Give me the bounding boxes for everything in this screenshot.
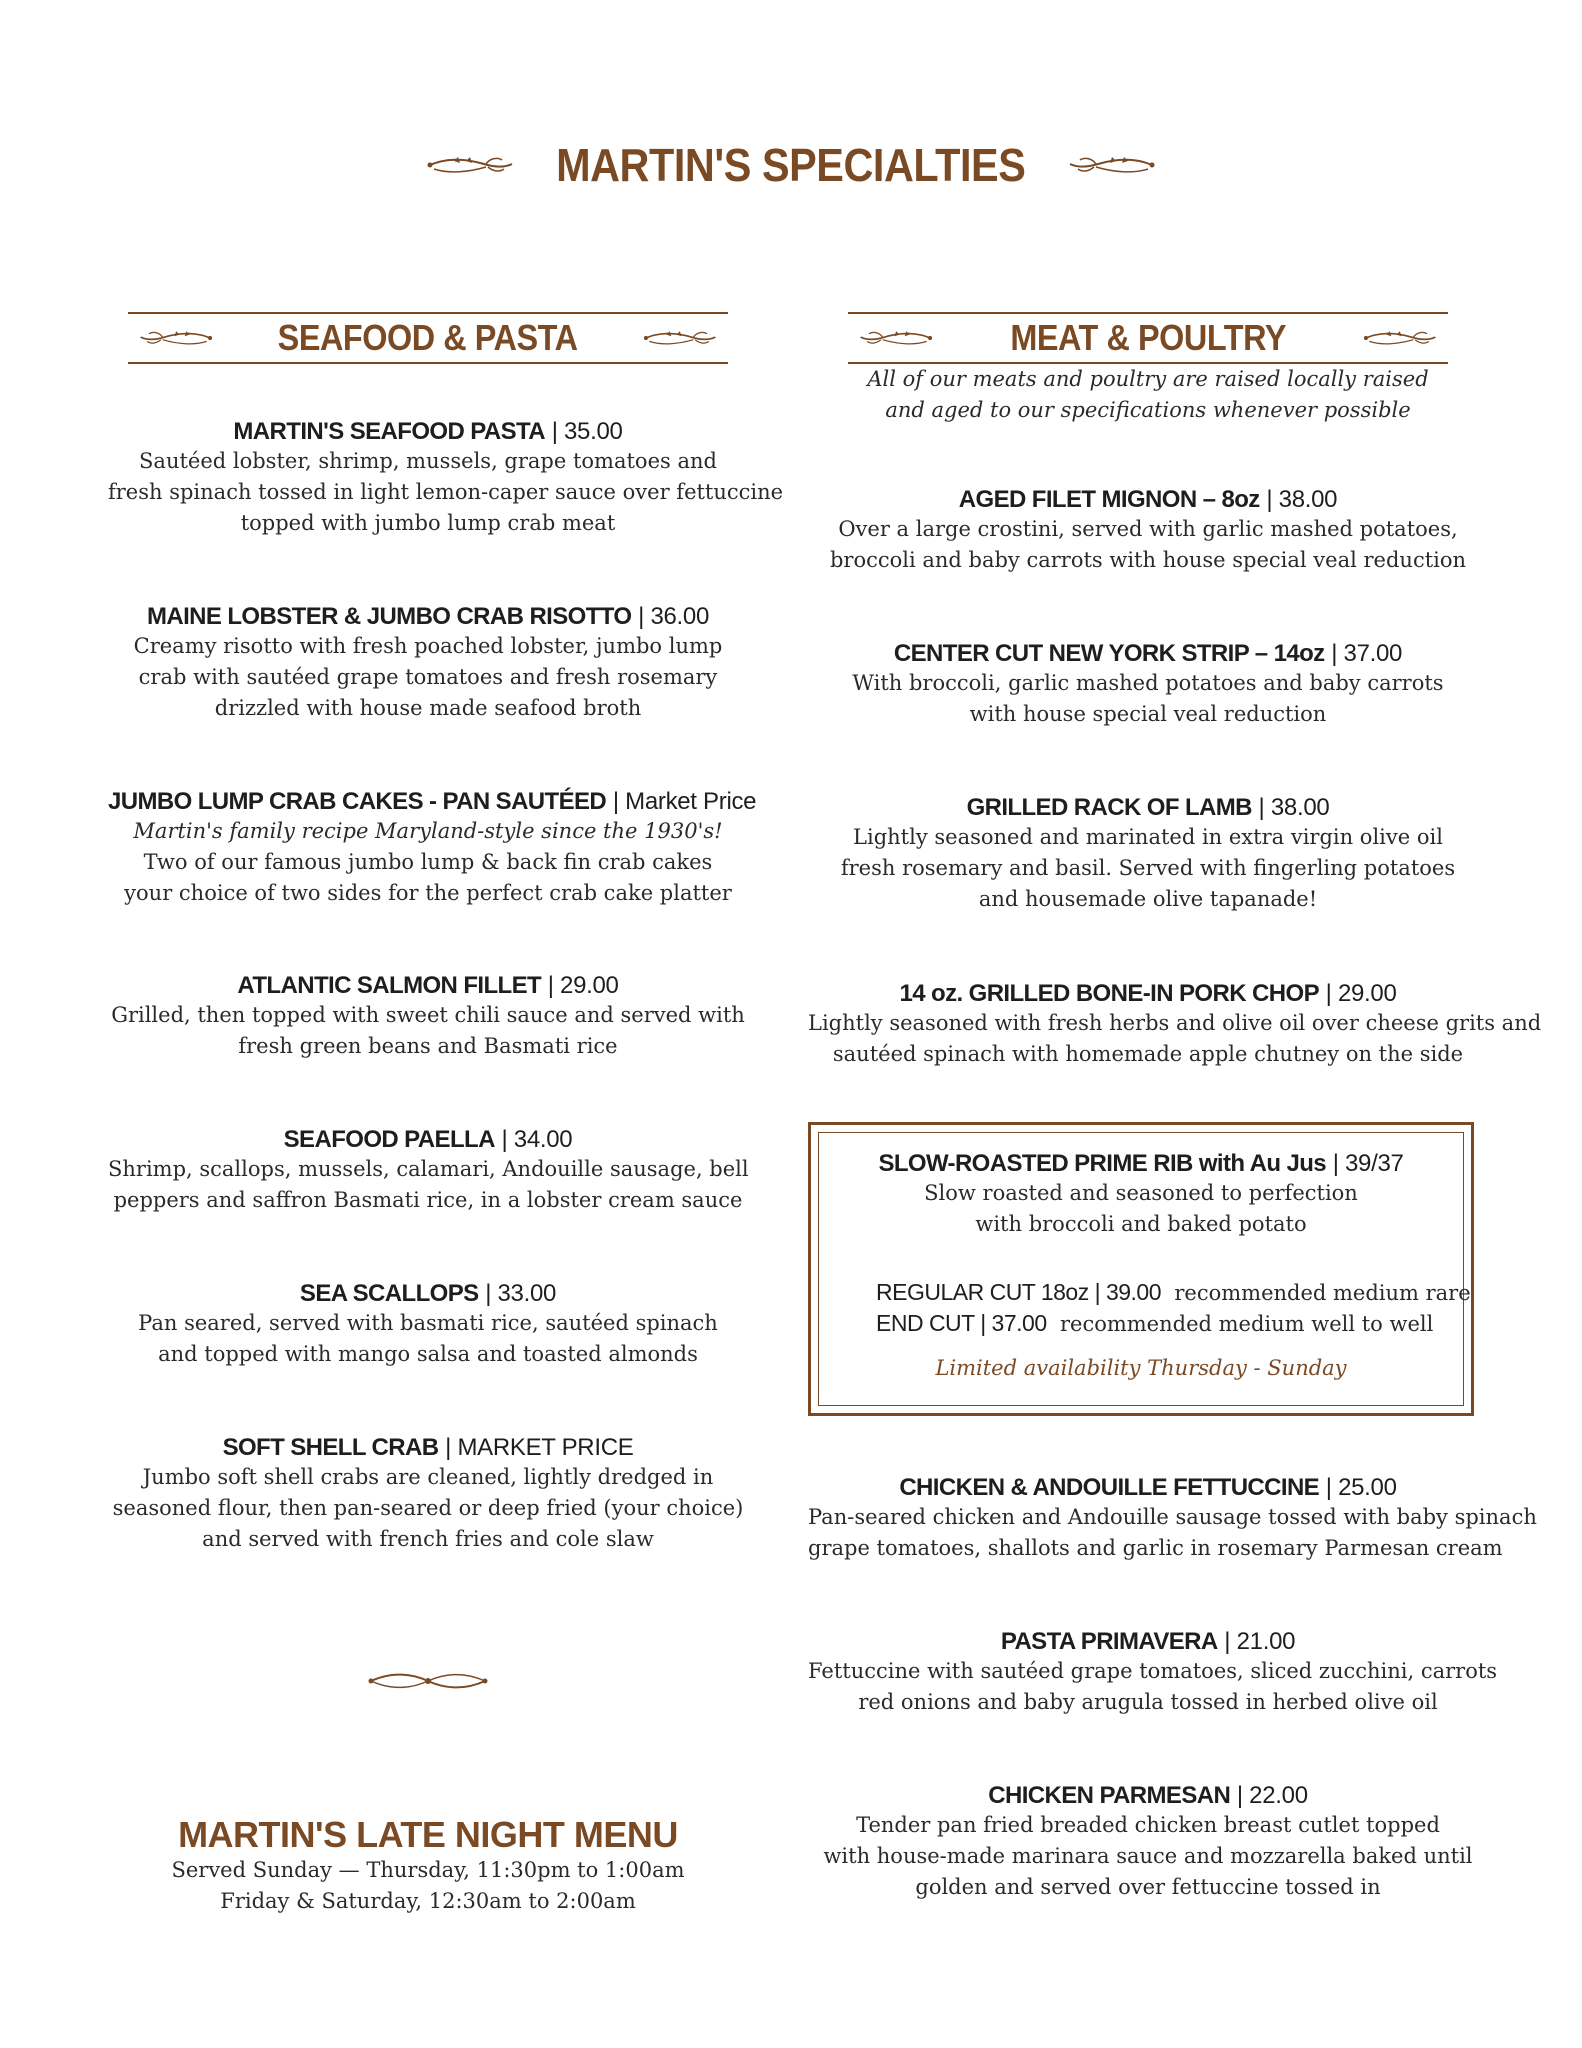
item-description-line: and topped with mango salsa and toasted almonds bbox=[158, 1342, 698, 1366]
meat-header-title: MEAT & POULTRY bbox=[1010, 317, 1286, 358]
item-description-line: your choice of two sides for the perfect crab cake platter bbox=[124, 881, 732, 905]
menu-item-chicken-andouille bbox=[808, 1474, 1537, 1564]
end-cut-note: recommended medium well to well bbox=[1059, 1312, 1434, 1336]
item-description-line: with broccoli and baked potato bbox=[975, 1212, 1307, 1236]
item-price: | 36.00 bbox=[638, 603, 710, 630]
item-description-line: red onions and baby arugula tossed in herbed olive oil bbox=[858, 1690, 1438, 1714]
item-name: SEA SCALLOPS bbox=[299, 1280, 479, 1307]
item-price: | 25.00 bbox=[1325, 1474, 1397, 1501]
item-description-line: drizzled with house made seafood broth bbox=[214, 696, 642, 720]
item-price: | MARKET PRICE bbox=[445, 1434, 634, 1461]
regular-cut-label: REGULAR CUT 18oz | 39.00 bbox=[876, 1279, 1162, 1305]
item-description-line: Creamy risotto with fresh poached lobster, jumbo lump bbox=[133, 634, 723, 658]
item-name: GRILLED RACK OF LAMB bbox=[966, 794, 1252, 821]
item-name: SLOW-ROASTED PRIME RIB with Au Jus bbox=[878, 1150, 1327, 1177]
flourish-right-icon bbox=[1068, 152, 1158, 178]
item-price: | 38.00 bbox=[1258, 794, 1330, 821]
item-name: JUMBO LUMP CRAB CAKES - PAN SAUTÉED bbox=[108, 788, 607, 815]
item-description-line: fresh rosemary and basil. Served with fingerling potatoes bbox=[840, 856, 1456, 880]
item-name: MAINE LOBSTER & JUMBO CRAB RISOTTO bbox=[146, 603, 632, 630]
end-cut-label: END CUT | 37.00 bbox=[876, 1310, 1047, 1336]
seafood-header-title: SEAFOOD & PASTA bbox=[278, 317, 578, 358]
menu-item-seafood-pasta bbox=[108, 418, 784, 539]
menu-item-pork-chop bbox=[808, 980, 1542, 1070]
item-price: | 29.00 bbox=[1325, 980, 1397, 1007]
flourish-right-icon bbox=[1358, 327, 1440, 349]
menu-item-scallops bbox=[108, 1280, 748, 1370]
item-description-line: Tender pan fried breaded chicken breast cutlet topped bbox=[856, 1813, 1440, 1837]
prime-rib-availability: Limited availability Thursday - Sunday bbox=[935, 1356, 1347, 1380]
item-price: | 38.00 bbox=[1266, 486, 1338, 513]
item-description-line: grape tomatoes, shallots and garlic in rosemary Parmesan cream bbox=[808, 1536, 1503, 1560]
menu-item-crab-cakes bbox=[108, 788, 757, 909]
late-night-title: MARTIN'S LATE NIGHT MENU bbox=[178, 1814, 678, 1855]
flourish-left-icon bbox=[856, 327, 938, 349]
divider-flourish-icon bbox=[363, 1666, 493, 1696]
item-description-line: with house special veal reduction bbox=[969, 702, 1327, 726]
item-description-line: Shrimp, scallops, mussels, calamari, Andouille sausage, bell bbox=[108, 1157, 749, 1181]
menu-item-pasta-primavera bbox=[808, 1628, 1498, 1718]
item-description-line: sautéed spinach with homemade apple chutney on the side bbox=[832, 1042, 1464, 1066]
regular-cut-note: recommended medium rare bbox=[1174, 1281, 1471, 1305]
item-description-line: seasoned flour, then pan-seared or deep fried (your choice) bbox=[112, 1496, 744, 1520]
page-title: MARTIN'S SPECIALTIES bbox=[556, 139, 1026, 191]
item-description-line: with house-made marinara sauce and mozzarella baked until bbox=[823, 1844, 1473, 1868]
item-description-line: and housemade olive tapanade! bbox=[978, 887, 1318, 911]
menu-item-paella bbox=[108, 1126, 748, 1216]
item-name: 14 oz. GRILLED BONE-IN PORK CHOP bbox=[899, 980, 1319, 1007]
menu-item-filet-mignon bbox=[808, 486, 1488, 576]
item-name: MARTIN'S SEAFOOD PASTA bbox=[233, 418, 546, 445]
item-name: SEAFOOD PAELLA bbox=[283, 1126, 495, 1153]
item-name: AGED FILET MIGNON – 8oz bbox=[958, 486, 1260, 513]
item-description-line: and served with french fries and cole slaw bbox=[202, 1527, 654, 1551]
item-name: ATLANTIC SALMON FILLET bbox=[237, 972, 542, 999]
flourish-right-icon bbox=[638, 327, 720, 349]
menu-item-prime-rib bbox=[808, 1150, 1474, 1240]
item-price: | 39/37 bbox=[1332, 1150, 1404, 1177]
item-description-line: golden and served over fettuccine tossed in bbox=[915, 1875, 1381, 1899]
item-price: | Market Price bbox=[612, 788, 757, 815]
item-name: CHICKEN PARMESAN bbox=[988, 1782, 1231, 1809]
item-description-line: Slow roasted and seasoned to perfection bbox=[924, 1181, 1358, 1205]
item-description-line: topped with jumbo lump crab meat bbox=[240, 511, 616, 535]
page-title-banner bbox=[0, 138, 1582, 192]
item-description-line: fresh spinach tossed in light lemon-caper sauce over fettuccine bbox=[108, 480, 784, 504]
menu-item-soft-shell-crab bbox=[108, 1434, 748, 1555]
prime-rib-end-cut bbox=[876, 1310, 1433, 1337]
item-price: | 21.00 bbox=[1224, 1628, 1296, 1655]
item-description-line: Grilled, then topped with sweet chili sauce and served with bbox=[111, 1003, 745, 1027]
item-price: | 35.00 bbox=[551, 418, 623, 445]
item-description-line: Two of our famous jumbo lump & back fin crab cakes bbox=[143, 850, 713, 874]
item-price: | 33.00 bbox=[485, 1280, 557, 1307]
item-description-line: Jumbo soft shell crabs are cleaned, lightly dredged in bbox=[142, 1465, 714, 1489]
item-name: SOFT SHELL CRAB bbox=[222, 1434, 439, 1461]
item-description-line: Fettuccine with sautéed grape tomatoes, sliced zucchini, carrots bbox=[808, 1659, 1498, 1683]
menu-item-ny-strip bbox=[808, 640, 1488, 730]
item-name: CHICKEN & ANDOUILLE FETTUCCINE bbox=[899, 1474, 1320, 1501]
item-tagline: Martin's family recipe Maryland-style since the 1930's! bbox=[133, 819, 723, 843]
meat-note-line: All of our meats and poultry are raised locally raised bbox=[867, 367, 1429, 391]
flourish-left-icon bbox=[136, 327, 218, 349]
meat-note-line: and aged to our specifications whenever possible bbox=[885, 398, 1411, 422]
menu-item-lobster-risotto bbox=[108, 603, 748, 724]
item-description-line: Pan seared, served with basmati rice, sautéed spinach bbox=[138, 1311, 718, 1335]
item-description-line: broccoli and baby carrots with house special veal reduction bbox=[829, 548, 1467, 572]
item-description-line: Over a large crostini, served with garlic mashed potatoes, bbox=[838, 517, 1458, 541]
item-description-line: Sautéed lobster, shrimp, mussels, grape tomatoes and bbox=[139, 449, 717, 473]
item-description-line: fresh green beans and Basmati rice bbox=[238, 1034, 618, 1058]
late-night-hours-weekend: Friday & Saturday, 12:30am to 2:00am bbox=[220, 1889, 636, 1913]
item-description-line: crab with sautéed grape tomatoes and fresh rosemary bbox=[138, 665, 718, 689]
flourish-left-icon bbox=[424, 152, 514, 178]
item-price: | 29.00 bbox=[547, 972, 619, 999]
item-description-line: Lightly seasoned with fresh herbs and olive oil over cheese grits and bbox=[808, 1011, 1542, 1035]
item-name: CENTER CUT NEW YORK STRIP – 14oz bbox=[893, 640, 1325, 667]
item-description-line: Lightly seasoned and marinated in extra virgin olive oil bbox=[853, 825, 1443, 849]
meat-section-header bbox=[848, 312, 1448, 364]
seafood-section-header bbox=[128, 312, 728, 364]
item-description-line: Pan-seared chicken and Andouille sausage tossed with baby spinach bbox=[808, 1505, 1537, 1529]
prime-rib-regular-cut bbox=[876, 1279, 1471, 1306]
item-name: PASTA PRIMAVERA bbox=[1000, 1628, 1218, 1655]
item-description-line: With broccoli, garlic mashed potatoes and baby carrots bbox=[852, 671, 1444, 695]
item-price: | 34.00 bbox=[501, 1126, 573, 1153]
menu-item-chicken-parmesan bbox=[808, 1782, 1488, 1903]
item-price: | 37.00 bbox=[1331, 640, 1403, 667]
meat-section-note bbox=[828, 364, 1468, 426]
late-night-hours-weekday: Served Sunday — Thursday, 11:30pm to 1:00am bbox=[171, 1858, 685, 1882]
item-price: | 22.00 bbox=[1236, 1782, 1308, 1809]
item-description-line: peppers and saffron Basmati rice, in a lobster cream sauce bbox=[113, 1188, 743, 1212]
menu-item-salmon bbox=[108, 972, 748, 1062]
menu-item-rack-of-lamb bbox=[808, 794, 1488, 915]
